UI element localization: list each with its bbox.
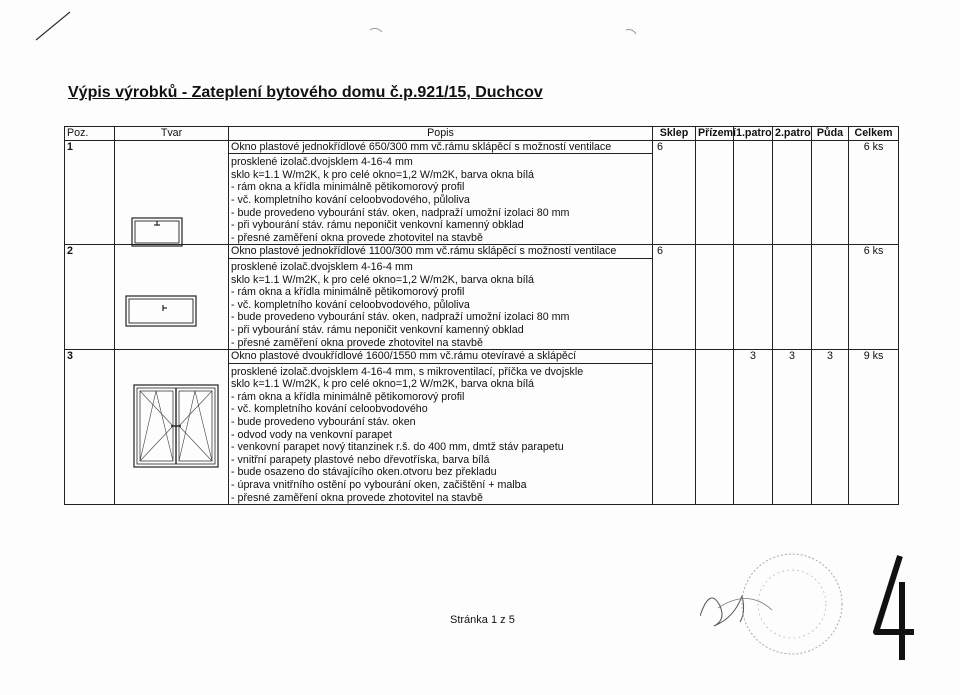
count-prizemi — [696, 350, 734, 505]
engineer-stamp-and-signature — [700, 548, 870, 678]
desc-line: sklo k=1.1 W/m2K, k pro celé okno=1,2 W/m2K, barva okna bílá — [231, 378, 534, 391]
desc-line: prosklené izolač.dvojsklem 4-16-4 mm, s mikroventilací, příčka ve dvojskle — [231, 365, 584, 378]
count-prizemi — [696, 245, 734, 350]
count-prizemi — [696, 140, 734, 245]
row-poz: 2 — [65, 245, 115, 350]
count-sklep: 6 — [653, 245, 696, 350]
count-1patro — [734, 245, 773, 350]
single-window-drawing — [131, 217, 187, 249]
wide-window-drawing — [125, 295, 205, 331]
desc-line: - přesné zaměření okna provede zhotovitel na stavbě — [231, 491, 483, 504]
desc-line: - odvod vody na venkovní parapet — [231, 428, 393, 441]
count-celkem: 9 ks — [849, 350, 899, 505]
header-poz: Poz. — [65, 127, 115, 141]
table-row — [65, 350, 899, 505]
desc-line: prosklené izolač.dvojsklem 4-16-4 mm — [231, 260, 413, 273]
row-heading: Okno plastové dvoukřídlové 1600/1550 mm vč.rámu otevíravé a sklápěcí — [229, 350, 652, 364]
desc-line: - bude provedeno vybourání stáv. oken, nadpraží umožní izolaci 80 mm — [231, 311, 570, 324]
desc-line: - rám okna a křídla minimálně pětikomorový profil — [231, 286, 465, 299]
desc-line: - vč. kompletního kování celoobvodového — [231, 403, 428, 416]
row-poz: 3 — [65, 350, 115, 505]
row-poz: 1 — [65, 140, 115, 245]
double-window-drawing — [133, 384, 223, 470]
header-puda: Půda — [812, 127, 849, 141]
desc-line: prosklené izolač.dvojsklem 4-16-4 mm — [231, 156, 413, 169]
header-popis: Popis — [229, 127, 653, 141]
window-shape-cell — [115, 350, 229, 505]
window-shape-cell — [115, 140, 229, 245]
window-shape-cell — [115, 245, 229, 350]
document-title: Výpis výrobků - Zateplení bytového domu č.p.921/15, Duchcov — [68, 84, 543, 101]
header-sklep: Sklep — [653, 127, 696, 141]
header-prizemi: Přízemí — [696, 127, 734, 141]
desc-line: - přesné zaměření okna provede zhotovitel na stavbě — [231, 336, 483, 349]
table-row — [65, 245, 899, 350]
count-2patro — [773, 140, 812, 245]
row-description — [229, 140, 653, 245]
row-description — [229, 245, 653, 350]
count-2patro: 3 — [773, 350, 812, 505]
row-heading: Okno plastové jednokřídlové 650/300 mm vč.rámu sklápěcí s možností ventilace — [229, 141, 652, 155]
desc-line: - bude osazeno do stávajícího oken.otvoru bez překladu — [231, 466, 497, 479]
desc-line: - vnitřní parapety plastové nebo dřevotříska, barva bílá — [231, 453, 490, 466]
count-puda: 3 — [812, 350, 849, 505]
count-celkem: 6 ks — [849, 140, 899, 245]
desc-line: - bude provedeno vybourání stáv. oken, nadpraží umožní izolaci 80 mm — [231, 206, 570, 219]
desc-line: - venkovní parapet nový titanzinek r.š. do 400 mm, dmtž stáv parapetu — [231, 441, 564, 454]
header-celkem: Celkem — [849, 127, 899, 141]
handwritten-page-mark — [868, 552, 918, 662]
count-puda — [812, 245, 849, 350]
desc-line: - vč. kompletního kování celoobvodového, půloliva — [231, 298, 470, 311]
row-heading: Okno plastové jednokřídlové 1100/300 mm vč.rámu sklápěcí s možností ventilace — [229, 245, 652, 259]
count-puda — [812, 140, 849, 245]
desc-line: - rám okna a křídla minimálně pětikomorový profil — [231, 181, 465, 194]
desc-line: - při vybourání stáv. rámu neponičit venkovní kamenný obklad — [231, 219, 524, 232]
table-row — [65, 140, 899, 245]
header-tvar: Tvar — [115, 127, 229, 141]
desc-line: - při vybourání stáv. rámu neponičit venkovní kamenný obklad — [231, 323, 524, 336]
count-1patro — [734, 140, 773, 245]
table-header-row — [65, 127, 899, 141]
count-2patro — [773, 245, 812, 350]
row-description — [229, 350, 653, 505]
desc-line: - bude provedeno vybourání stáv. oken — [231, 416, 416, 429]
desc-line: - přesné zaměření okna provede zhotovitel na stavbě — [231, 231, 483, 244]
page-footer: Stránka 1 z 5 — [450, 614, 515, 626]
desc-line: sklo k=1.1 W/m2K, k pro celé okno=1,2 W/m2K, barva okna bílá — [231, 273, 534, 286]
count-celkem: 6 ks — [849, 245, 899, 350]
count-sklep: 6 — [653, 140, 696, 245]
header-2patro: 2.patro — [773, 127, 812, 141]
desc-line: - úprava vnitřního ostění po vybourání oken, začištění + malba — [231, 479, 527, 492]
desc-line: sklo k=1.1 W/m2K, k pro celé okno=1,2 W/m2K, barva okna bílá — [231, 168, 534, 181]
count-1patro: 3 — [734, 350, 773, 505]
header-1patro: 1.patro — [734, 127, 773, 141]
count-sklep — [653, 350, 696, 505]
desc-line: - rám okna a křídla minimálně pětikomorový profil — [231, 390, 465, 403]
product-table — [64, 126, 899, 505]
desc-line: - vč. kompletního kování celoobvodového, půloliva — [231, 193, 470, 206]
